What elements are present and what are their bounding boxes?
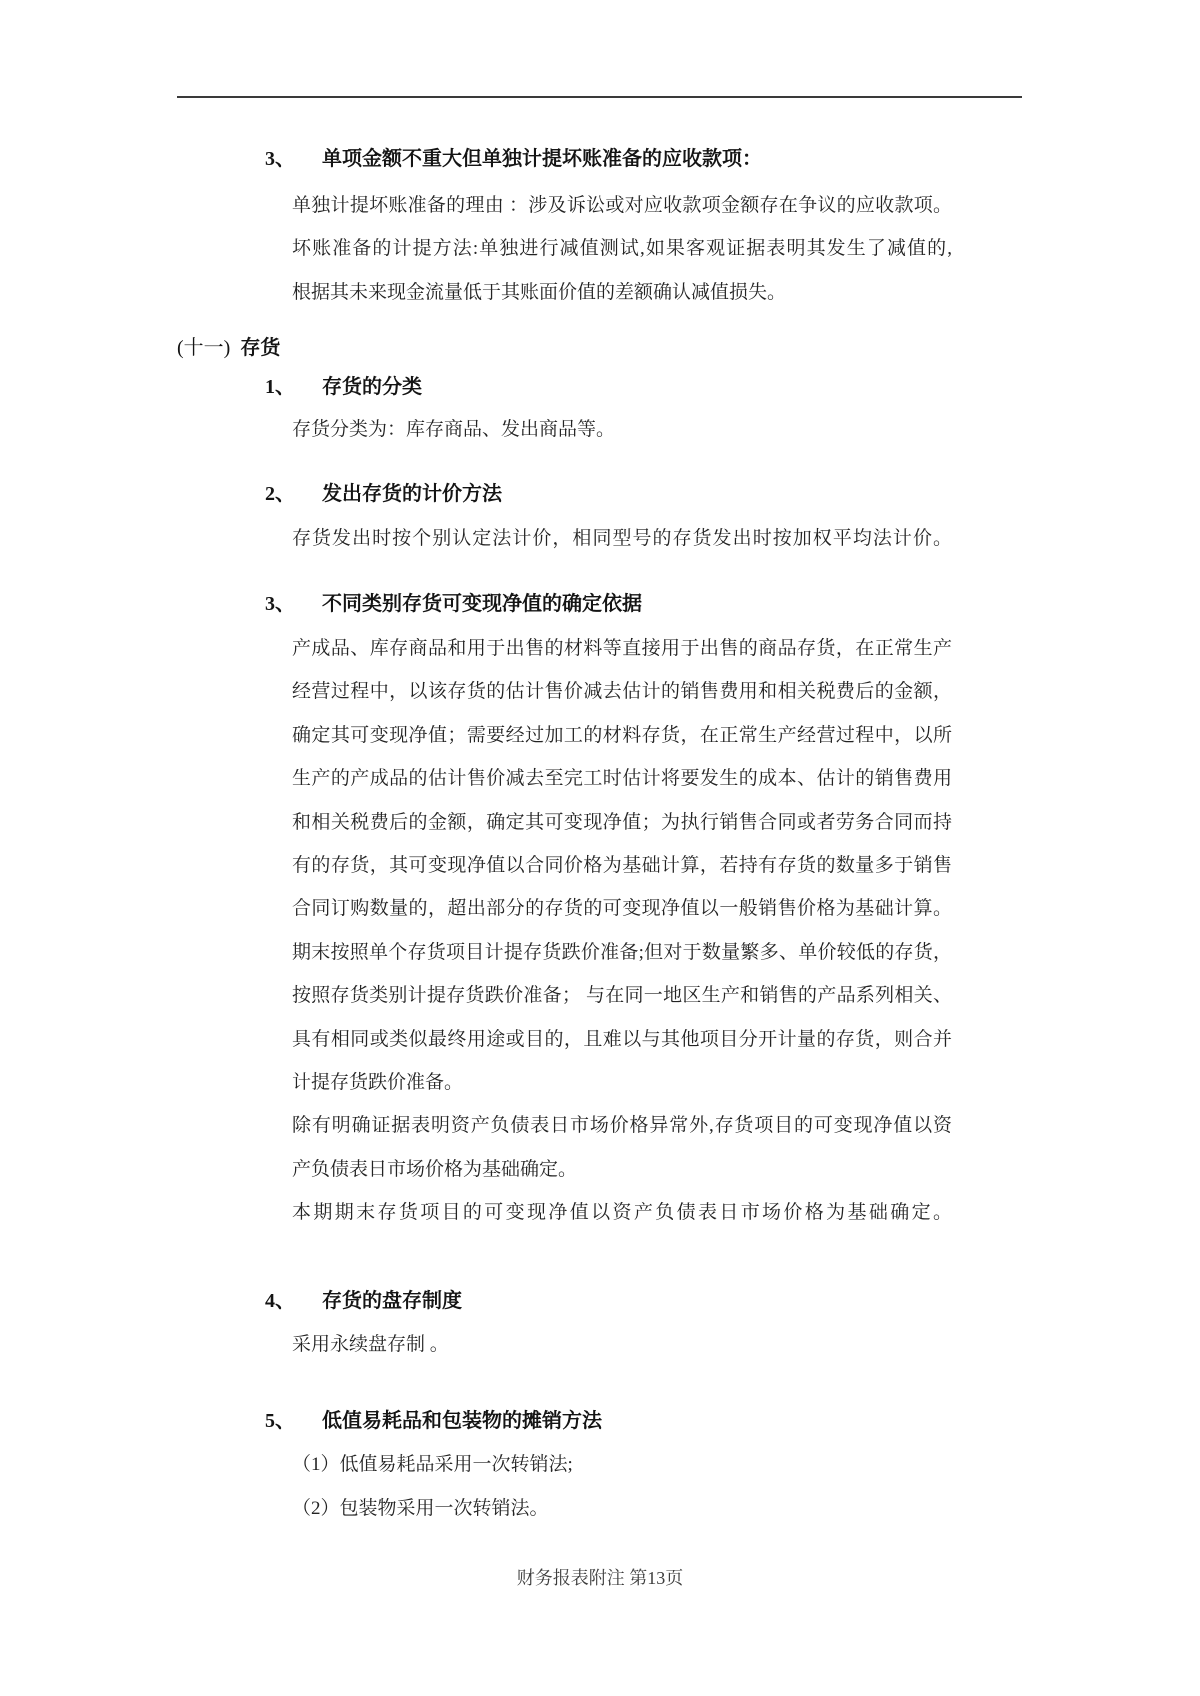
section-title: 存货 xyxy=(240,337,281,360)
text-line: 确定其可变现净值；需要经过加工的材料存货，在正常生产经营过程中，以所 xyxy=(292,724,952,746)
paragraph-receivables-item-3 xyxy=(292,184,952,314)
section-number: (十一) xyxy=(177,337,231,360)
paragraph-inventory-item-5 xyxy=(292,1443,952,1530)
text-line: 有的存货，其可变现净值以合同价格为基础计算，若持有存货的数量多于销售 xyxy=(292,855,952,877)
heading-number: 2、 xyxy=(265,483,295,506)
heading-inventory-item-2 xyxy=(265,474,1200,515)
text-line: （1）低值易耗品采用一次转销法; xyxy=(292,1454,573,1476)
page-footer: 财务报表附注 第13页 xyxy=(516,1568,684,1589)
heading-number: 3、 xyxy=(265,593,295,616)
heading-number: 5、 xyxy=(265,1410,295,1433)
text-line: 存货发出时按个别认定法计价，相同型号的存货发出时按加权平均法计价。 xyxy=(292,528,952,550)
text-line: 产负债表日市场价格为基础确定。 xyxy=(292,1158,578,1180)
paragraph-inventory-item-3 xyxy=(292,627,952,1235)
heading-title: 存货的分类 xyxy=(322,376,422,399)
heading-title: 单项金额不重大但单独计提坏账准备的应收款项： xyxy=(322,148,762,170)
paragraph-inventory-item-2 xyxy=(292,517,952,560)
text-line: 存货分类为：库存商品、发出商品等。 xyxy=(292,419,616,441)
heading-title: 低值易耗品和包装物的摊销方法 xyxy=(322,1410,602,1433)
heading-receivables-item-3 xyxy=(265,139,1200,180)
heading-title: 不同类别存货可变现净值的确定依据 xyxy=(322,593,642,616)
heading-number: 3、 xyxy=(265,148,295,170)
section-heading-11-inventory xyxy=(177,330,1200,367)
heading-inventory-item-1 xyxy=(265,367,1200,408)
paragraph-inventory-item-1 xyxy=(292,408,952,451)
heading-inventory-item-4 xyxy=(265,1281,1200,1322)
heading-title: 存货的盘存制度 xyxy=(322,1290,462,1313)
heading-title: 发出存货的计价方法 xyxy=(322,483,502,506)
heading-number: 1、 xyxy=(265,376,295,399)
text-line: 按照存货类别计提存货跌价准备； 与在同一地区生产和销售的产品系列相关、 xyxy=(292,985,952,1007)
text-line: 除有明确证据表明资产负债表日市场价格异常外,存货项目的可变现净值以资 xyxy=(292,1115,952,1137)
text-line: 根据其未来现金流量低于其账面价值的差额确认减值损失。 xyxy=(292,281,787,303)
heading-inventory-item-5 xyxy=(265,1401,1200,1442)
text-line: 期末按照单个存货项目计提存货跌价准备;但对于数量繁多、单价较低的存货， xyxy=(292,941,952,963)
text-line: 采用永续盘存制 。 xyxy=(292,1334,449,1356)
header-rule xyxy=(177,96,1022,98)
heading-number: 4、 xyxy=(265,1290,295,1313)
text-line: 计提存货跌价准备。 xyxy=(292,1072,464,1094)
text-line: 生产的产成品的估计售价减去至完工时估计将要发生的成本、估计的销售费用 xyxy=(292,768,952,790)
text-line: 经营过程中，以该存货的估计售价减去估计的销售费用和相关税费后的金额， xyxy=(292,681,952,703)
text-line: 单独计提坏账准备的理由 ：涉及诉讼或对应收款项金额存在争议的应收款项。 xyxy=(292,195,952,216)
text-line: 本期期末存货项目的可变现净值以资产负债表日市场价格为基础确定。 xyxy=(292,1202,952,1224)
text-line: 和相关税费后的金额，确定其可变现净值；为执行销售合同或者劳务合同而持 xyxy=(292,811,952,833)
text-line: 坏账准备的计提方法:单独进行减值测试,如果客观证据表明其发生了减值的, xyxy=(292,238,952,260)
text-line: 合同订购数量的，超出部分的存货的可变现净值以一般销售价格为基础计算。 xyxy=(292,898,952,920)
text-line: 产成品、库存商品和用于出售的材料等直接用于出售的商品存货，在正常生产 xyxy=(292,638,952,660)
text-line: 具有相同或类似最终用途或目的，且难以与其他项目分开计量的存货，则合并 xyxy=(292,1028,952,1050)
text-line: （2）包装物采用一次转销法。 xyxy=(292,1497,549,1519)
paragraph-inventory-item-4 xyxy=(292,1323,952,1366)
heading-inventory-item-3 xyxy=(265,584,1200,625)
